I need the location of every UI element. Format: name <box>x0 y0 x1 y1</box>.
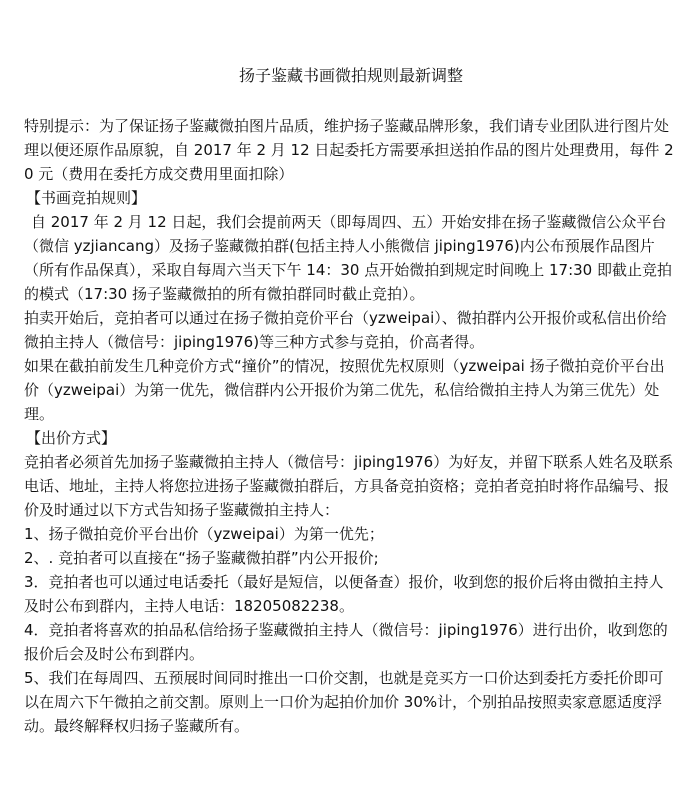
section-heading-bid-methods: 【出价方式】 <box>26 429 117 447</box>
bid-method-item-2: 2、. 竞拍者可以直接在“扬子鉴藏微拍群”内公开报价; <box>24 549 379 567</box>
special-notice-paragraph: 特别提示：为了保证扬子鉴藏微拍图片品质，维护扬子鉴藏品牌形象，我们请专业团队进行图片处理以便还原作品原貌，自 2017 年 2 月 12 日起委托方需要承担送拍作品的图片处理费用，每件 20 元（费用在委托方成交费用里面扣除） <box>24 117 674 183</box>
bid-method-item-4: 4．竞拍者将喜欢的拍品私信给扬子鉴藏微拍主持人（微信号：jiping1976）进行出价，收到您的报价后会及时公布到群内。 <box>24 621 668 663</box>
bid-method-item-3: 3．竞拍者也可以通过电话委托（最好是短信，以便备查）报价，收到您的报价后将由微拍主持人及时公布到群内，主持人电话：18205082238。 <box>24 573 664 615</box>
bid-method-item-1: 1、扬子微拍竞价平台出价（yzweipai）为第一优先； <box>24 525 384 543</box>
auction-start-paragraph: 拍卖开始后，竞拍者可以通过在扬子微拍竞价平台（yzweipai）、微拍群内公开报价或私信出价给微拍主持人（微信号：jiping1976)等三种方式参与竞拍，价高者得。 <box>24 309 667 351</box>
section-heading-bidding-rules: 【书画竞拍规则】 <box>26 189 147 207</box>
bidder-requirements-paragraph: 竞拍者必须首先加扬子鉴藏微拍主持人（微信号：jiping1976）为好友，并留下联系人姓名及联系电话、地址，主持人将您拉进扬子鉴藏微拍群后，方具备竞拍资格；竞拍者竞拍时将作品编号、报价及时通过以下方式告知扬子鉴藏微拍主持人： <box>24 453 674 519</box>
bid-method-item-5: 5、我们在每周四、五预展时间同时推出一口价交割，也就是竞买方一口价达到委托方委托价即可以在周六下午微拍之前交割。原则上一口价为起拍价加价 30%计，个别拍品按照卖家意愿适度浮动。最终解释权归扬子鉴藏所有。 <box>24 669 664 735</box>
document-title: 扬子鉴藏书画微拍规则最新调整 <box>238 66 463 85</box>
price-collision-paragraph: 如果在截拍前发生几种竞价方式“撞价”的情况，按照优先权原则（yzweipai 扬子微拍竞价平台出价（yzweipai）为第一优先，微信群内公开报价为第二优先，私信给微拍主持人为第三优先）处理。 <box>24 357 665 423</box>
bidding-schedule-paragraph: 自 2017 年 2 月 12 日起，我们会提前两天（即每周四、五）开始安排在扬子鉴藏微信公众平台（微信 yzjiancang）及扬子鉴藏微拍群(包括主持人小熊微信 jiping1976)内公布预展作品图片（所有作品保真），采取自每周六当天下午 14：30 点开始微拍到规定时间晚上 17:30 即截止竞拍的模式（17:30 扬子鉴藏微拍的所有微拍群同时截止竞拍）。 <box>24 213 672 303</box>
